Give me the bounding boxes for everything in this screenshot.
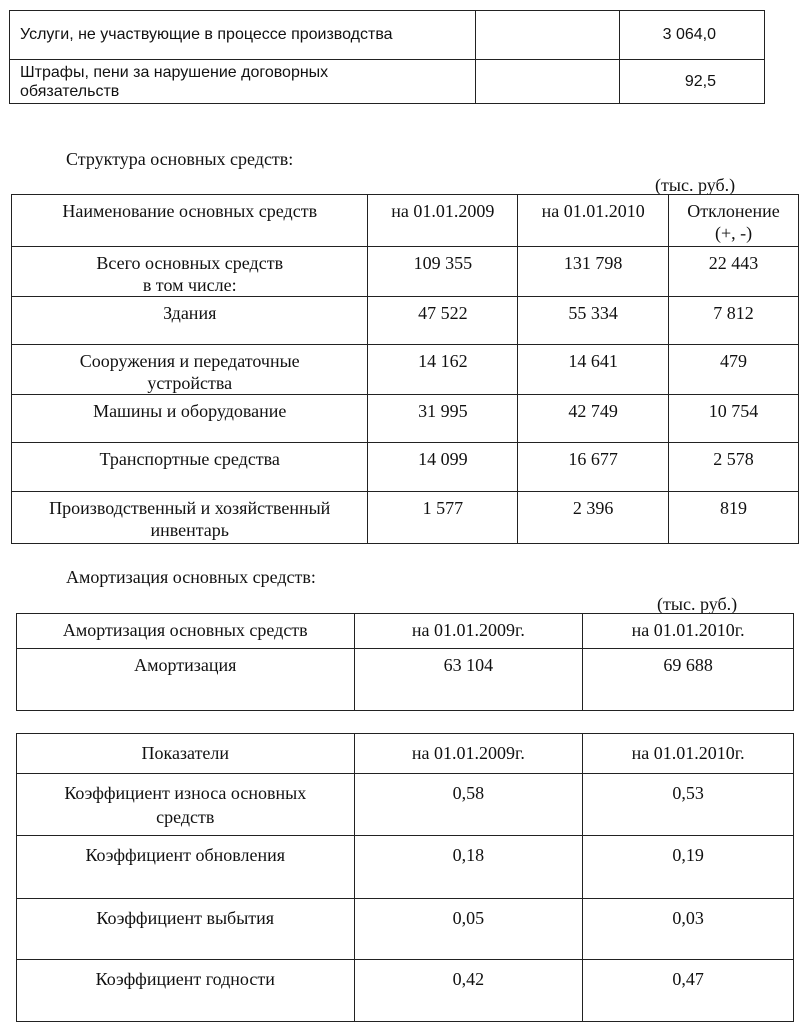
table-header-row <box>17 734 794 774</box>
row-label: Транспортные средства <box>12 443 368 492</box>
cell-value: 0,18 <box>354 836 583 899</box>
column-header: на 01.01.2009г. <box>354 614 583 649</box>
table-row <box>17 899 794 960</box>
fixed-assets-table <box>11 194 799 544</box>
cell-value: 10 754 <box>669 395 799 443</box>
row-label: Производственный и хозяйственный инвентарь <box>12 492 368 544</box>
row-label: Сооружения и передаточные устройства <box>12 345 368 395</box>
table-row <box>12 247 799 297</box>
row-label: Коэффициент износа основных средств <box>17 774 355 836</box>
cell-value: 63 104 <box>354 649 583 711</box>
unit-label: (тыс. руб.) <box>655 175 736 195</box>
cell-value: 819 <box>669 492 799 544</box>
column-header: на 01.01.2010г. <box>583 734 794 774</box>
column-header: на 01.01.2010г. <box>583 614 794 649</box>
indicators-table <box>16 733 794 1022</box>
row-label: Штрафы, пени за нарушение договорных обязательств <box>10 60 476 104</box>
table-row <box>12 345 799 395</box>
table-row <box>10 11 765 60</box>
depreciation-table <box>16 613 794 711</box>
table-row <box>17 649 794 711</box>
row-label: Коэффициент обновления <box>17 836 355 899</box>
section-heading: Структура основных средств: <box>66 149 294 169</box>
cell-value: 0,53 <box>583 774 794 836</box>
section-heading: Амортизация основных средств: <box>66 567 316 587</box>
services-table <box>9 10 765 104</box>
table-header-row <box>17 614 794 649</box>
cell-value: 14 162 <box>368 345 518 395</box>
cell-value: 0,58 <box>354 774 583 836</box>
cell-value: 0,19 <box>583 836 794 899</box>
table-row <box>12 297 799 345</box>
cell-value: 109 355 <box>368 247 518 297</box>
table-row <box>10 60 765 104</box>
table-row <box>12 443 799 492</box>
cell-value: 47 522 <box>368 297 518 345</box>
table-row <box>17 774 794 836</box>
cell-value: 31 995 <box>368 395 518 443</box>
table-row <box>17 960 794 1022</box>
table-header-row <box>12 195 799 247</box>
column-header: Показатели <box>17 734 355 774</box>
unit-label: (тыс. руб.) <box>657 594 738 614</box>
row-value: 3 064,0 <box>620 11 765 60</box>
empty-cell <box>476 60 620 104</box>
row-label: Амортизация <box>17 649 355 711</box>
column-header: на 01.01.2009 <box>368 195 518 247</box>
table-row <box>12 395 799 443</box>
row-label: Коэффициент годности <box>17 960 355 1022</box>
cell-value: 0,03 <box>583 899 794 960</box>
row-label: Машины и оборудование <box>12 395 368 443</box>
cell-value: 14 099 <box>368 443 518 492</box>
row-value: 92,5 <box>620 60 765 104</box>
table-row <box>12 492 799 544</box>
cell-value: 1 577 <box>368 492 518 544</box>
column-header: на 01.01.2010 <box>518 195 669 247</box>
column-header: Амортизация основных средств <box>17 614 355 649</box>
cell-value: 131 798 <box>518 247 669 297</box>
column-header: на 01.01.2009г. <box>354 734 583 774</box>
table-row <box>17 836 794 899</box>
column-header: Отклонение (+, -) <box>669 195 799 247</box>
cell-value: 16 677 <box>518 443 669 492</box>
cell-value: 14 641 <box>518 345 669 395</box>
cell-value: 7 812 <box>669 297 799 345</box>
cell-value: 69 688 <box>583 649 794 711</box>
row-label: Всего основных средств в том числе: <box>12 247 368 297</box>
row-label: Услуги, не участвующие в процессе производства <box>10 11 476 60</box>
cell-value: 0,42 <box>354 960 583 1022</box>
cell-value: 479 <box>669 345 799 395</box>
row-label: Здания <box>12 297 368 345</box>
cell-value: 22 443 <box>669 247 799 297</box>
cell-value: 42 749 <box>518 395 669 443</box>
cell-value: 55 334 <box>518 297 669 345</box>
row-label: Коэффициент выбытия <box>17 899 355 960</box>
cell-value: 2 578 <box>669 443 799 492</box>
empty-cell <box>476 11 620 60</box>
cell-value: 0,47 <box>583 960 794 1022</box>
cell-value: 0,05 <box>354 899 583 960</box>
cell-value: 2 396 <box>518 492 669 544</box>
column-header: Наименование основных средств <box>12 195 368 247</box>
